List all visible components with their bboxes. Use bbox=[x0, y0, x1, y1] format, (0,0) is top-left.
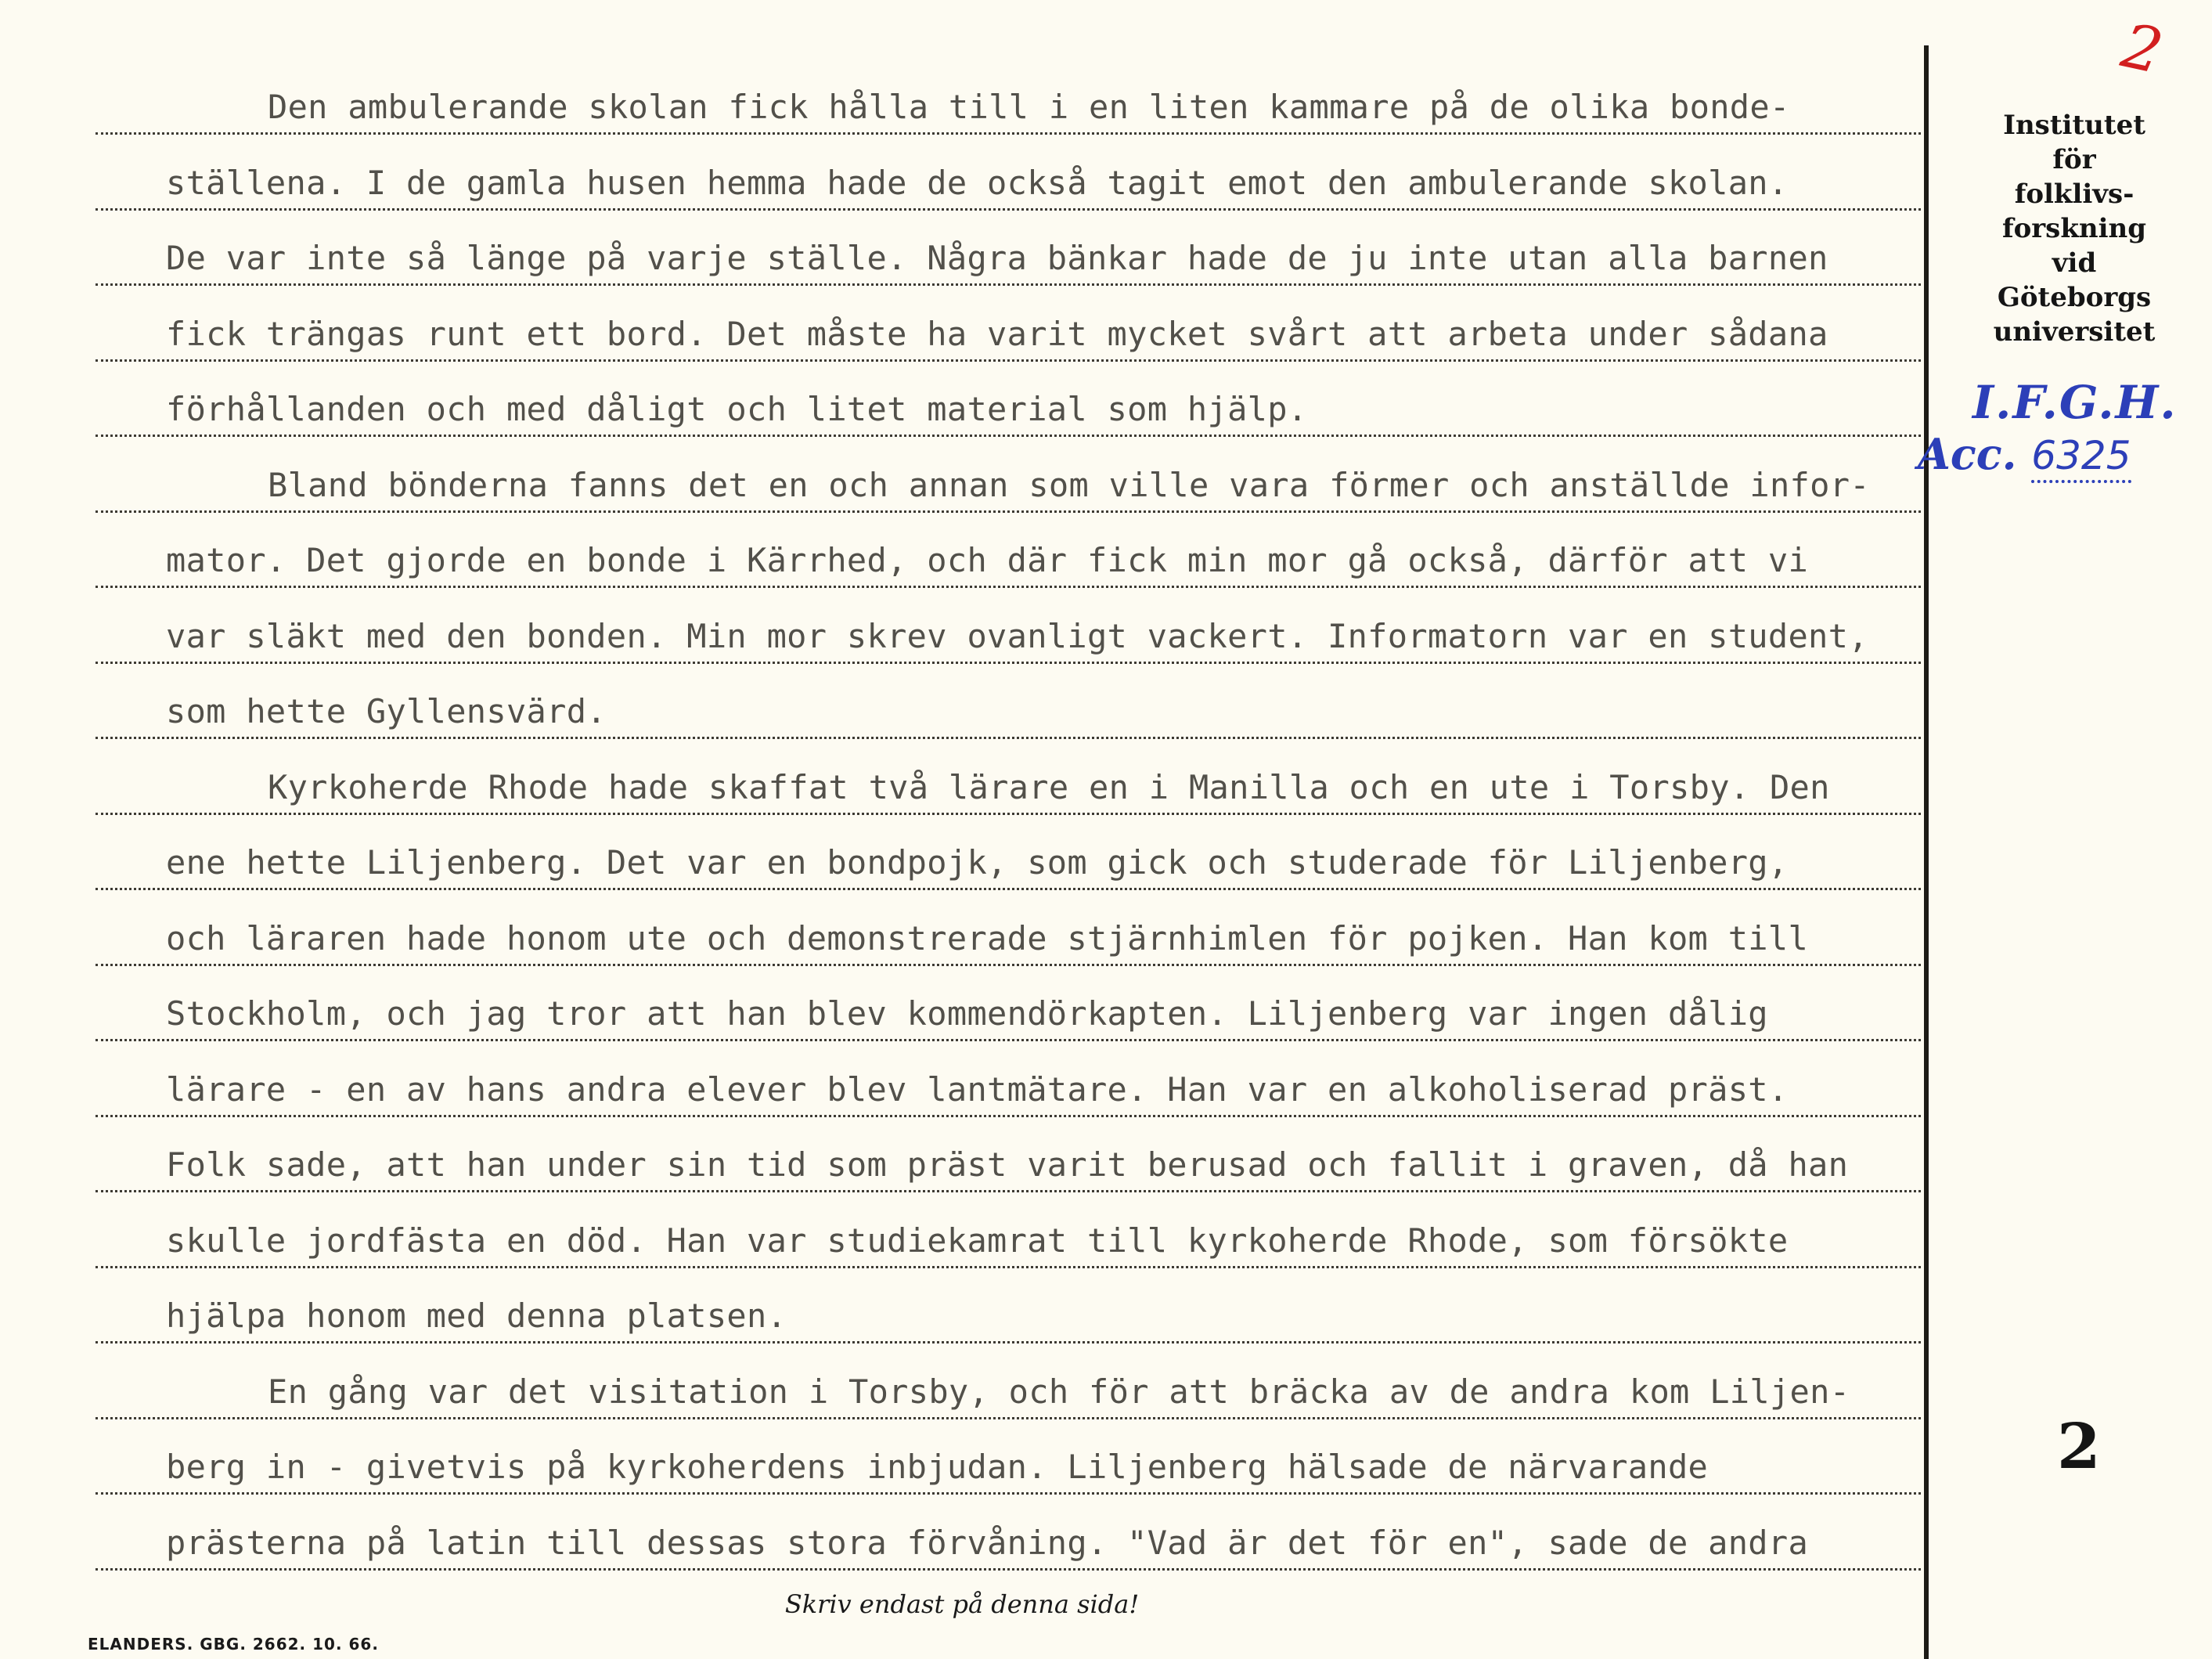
margin-divider bbox=[1924, 45, 1929, 1659]
text-line bbox=[95, 891, 1921, 966]
accession-number: 6325 bbox=[2031, 433, 2131, 483]
text-line bbox=[95, 1268, 1921, 1343]
text-line bbox=[95, 1419, 1921, 1495]
text-line-content: Den ambulerande skolan fick hålla till i en liten kammare på de olika bonde- bbox=[268, 88, 1790, 126]
text-line-content: Folk sade, att han under sin tid som präst varit berusad och fallit i graven, då han bbox=[166, 1145, 1849, 1184]
text-line bbox=[95, 1117, 1921, 1192]
accession-stamp bbox=[1918, 429, 2131, 479]
text-line-content: som hette Gyllensvärd. bbox=[166, 692, 607, 730]
text-line-content: ställena. I de gamla husen hemma hade de också tagit emot den ambulerande skolan. bbox=[166, 163, 1789, 202]
text-line-content: var släkt med den bonden. Min mor skrev ovanligt vackert. Informatorn var en student, bbox=[166, 616, 1868, 655]
institute-line: forskning bbox=[2001, 213, 2147, 244]
text-line bbox=[95, 1495, 1921, 1571]
text-line-content: mator. Det gjorde en bonde i Kärrhed, och där fick min mor gå också, därför att vi bbox=[166, 541, 1809, 579]
text-line bbox=[95, 438, 1921, 513]
text-line-content: En gång var det visitation i Torsby, och för att bräcka av de andra kom Liljen- bbox=[268, 1372, 1850, 1411]
text-line-content: Kyrkoherde Rhode hade skaffat två lärare en i Manilla och en ute i Torsby. Den bbox=[268, 767, 1830, 806]
institute-line: folklivs- bbox=[2014, 179, 2135, 210]
accession-label: Acc. bbox=[1918, 429, 2017, 479]
text-line bbox=[95, 60, 1921, 135]
text-line-content: lärare - en av hans andra elever blev lantmätare. Han var en alkoholiserad präst. bbox=[166, 1069, 1789, 1109]
text-line-content: berg in - givetvis på kyrkoherdens inbjudan. Liljenberg hälsade de närvarande bbox=[166, 1448, 1709, 1486]
text-line-content: fick trängas runt ett bord. Det måste ha varit mycket svårt att arbeta under sådana bbox=[166, 314, 1828, 353]
institute-line: Institutet bbox=[2003, 110, 2145, 141]
printer-mark: ELANDERS. GBG. 2662. 10. 66. bbox=[88, 1635, 379, 1654]
text-line-content: prästerna på latin till dessas stora förvåning. "Vad är det för en", sade de andra bbox=[166, 1523, 1809, 1562]
text-line bbox=[95, 589, 1921, 664]
institute-header bbox=[1965, 108, 2184, 349]
institute-line: universitet bbox=[1993, 316, 2156, 348]
text-line bbox=[95, 966, 1921, 1041]
page-number: 2 bbox=[2057, 1409, 2101, 1483]
text-line bbox=[95, 815, 1921, 890]
text-line bbox=[95, 513, 1921, 588]
text-line-content: Bland bönderna fanns det en och annan som ville vara förmer och anställde infor- bbox=[268, 465, 1870, 504]
text-line bbox=[95, 664, 1921, 739]
handwritten-page-number: 2 bbox=[2116, 10, 2169, 88]
footer-instruction: Skriv endast på denna sida! bbox=[784, 1589, 1140, 1619]
institute-line: Göteborgs bbox=[1997, 282, 2152, 313]
institute-line: för bbox=[2052, 144, 2096, 175]
text-line bbox=[95, 1344, 1921, 1419]
text-line-content: Stockholm, och jag tror att han blev kommendörkapten. Liljenberg var ingen dålig bbox=[166, 994, 1768, 1033]
text-line bbox=[95, 135, 1921, 211]
text-line bbox=[95, 211, 1921, 286]
text-line-content: och läraren hade honom ute och demonstrerade stjärnhimlen för pojken. Han kom till bbox=[166, 918, 1809, 958]
text-line-content: hjälpa honom med denna platsen. bbox=[166, 1297, 787, 1335]
text-line-content: skulle jordfästa en död. Han var studiekamrat till kyrkoherde Rhode, som försökte bbox=[166, 1221, 1789, 1260]
text-line bbox=[95, 740, 1921, 815]
archive-stamp-code: I.F.G.H. bbox=[1972, 376, 2178, 429]
text-line-content: förhållanden och med dåligt och litet material som hjälp. bbox=[166, 390, 1308, 428]
text-line-content: ene hette Liljenberg. Det var en bondpojk, som gick och studerade för Liljenberg, bbox=[166, 843, 1789, 882]
text-line-content: De var inte så länge på varje ställe. Några bänkar hade de ju inte utan alla barnen bbox=[166, 239, 1828, 277]
text-line bbox=[95, 362, 1921, 437]
text-line bbox=[95, 1193, 1921, 1268]
text-line bbox=[95, 287, 1921, 362]
text-line bbox=[95, 1042, 1921, 1117]
institute-line: vid bbox=[2052, 247, 2097, 279]
